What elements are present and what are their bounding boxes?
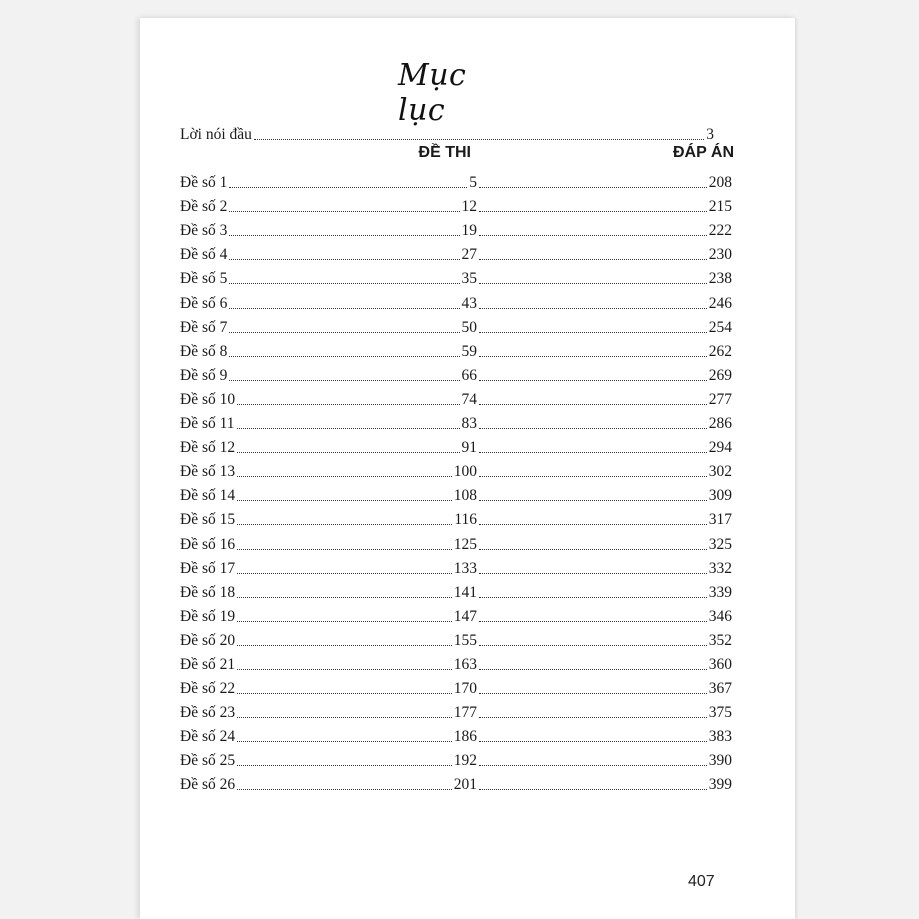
entry-label: Đề số 12 [180, 439, 236, 457]
exam-page: 170 [453, 680, 477, 698]
exam-page: 147 [453, 607, 477, 625]
dot-leader [229, 187, 467, 188]
dot-leader [479, 621, 707, 622]
entry-label: Đề số 8 [180, 342, 228, 360]
dot-leader [237, 621, 452, 622]
dot-leader [479, 211, 707, 212]
exam-page: 66 [461, 366, 477, 384]
exam-page: 83 [461, 415, 477, 433]
entry-label: Đề số 4 [180, 246, 228, 264]
answer-page: 246 [708, 294, 732, 312]
entry-label: Đề số 15 [180, 511, 236, 529]
entry-label: Đề số 9 [180, 366, 228, 384]
header-exam: ĐỀ THI [418, 144, 471, 161]
exam-page: 186 [453, 728, 477, 746]
entry-label: Đề số 25 [180, 752, 236, 770]
exam-page: 192 [453, 752, 477, 770]
entry-label: Đề số 1 [180, 174, 228, 192]
dot-leader [479, 476, 707, 477]
dot-leader [479, 428, 707, 429]
answer-page: 325 [708, 535, 732, 553]
answer-page: 360 [708, 655, 732, 673]
answer-page: 352 [708, 631, 732, 649]
dot-leader [237, 476, 452, 477]
dot-leader [479, 404, 707, 405]
dot-leader [479, 308, 707, 309]
toc-row [180, 698, 732, 722]
dot-leader [479, 235, 707, 236]
dot-leader [237, 524, 452, 525]
dot-leader [229, 259, 459, 260]
answer-page: 399 [708, 776, 732, 794]
answer-page: 383 [708, 728, 732, 746]
exam-page: 108 [453, 487, 477, 505]
entry-label: Đề số 6 [180, 294, 228, 312]
dot-leader [237, 741, 452, 742]
exam-page: 177 [453, 704, 477, 722]
dot-leader [479, 645, 707, 646]
dot-leader [237, 549, 452, 550]
entry-label: Đề số 13 [180, 463, 236, 481]
dot-leader [237, 669, 452, 670]
dot-leader [237, 597, 452, 598]
page-title: Mục lục [398, 58, 467, 128]
exam-page: 27 [461, 246, 477, 264]
dot-leader [479, 332, 707, 333]
page-number: 407 [688, 873, 715, 890]
entry-label: Đề số 24 [180, 728, 236, 746]
exam-page: 5 [469, 174, 477, 192]
exam-page: 100 [453, 463, 477, 481]
dot-leader [237, 573, 452, 574]
dot-leader [237, 428, 460, 429]
toc-row [180, 505, 732, 529]
toc-row [180, 626, 732, 650]
toc-row [180, 433, 732, 457]
dot-leader [237, 500, 452, 501]
dot-leader [229, 235, 459, 236]
dot-leader [479, 573, 707, 574]
dot-leader [479, 380, 707, 381]
answer-page: 375 [708, 704, 732, 722]
answer-page: 230 [708, 246, 732, 264]
dot-leader [479, 669, 707, 670]
exam-page: 133 [453, 559, 477, 577]
toc-row [180, 650, 732, 674]
dot-leader [229, 283, 459, 284]
dot-leader [479, 789, 707, 790]
answer-page: 332 [708, 559, 732, 577]
dot-leader [479, 524, 707, 525]
dot-leader [229, 356, 459, 357]
dot-leader [479, 259, 707, 260]
toc-row [180, 602, 732, 626]
toc-row [180, 746, 732, 770]
intro-entry [180, 122, 714, 144]
toc-row [180, 409, 732, 433]
dot-leader [479, 356, 707, 357]
answer-page: 317 [708, 511, 732, 529]
dot-leader [479, 500, 707, 501]
toc-row [180, 240, 732, 264]
exam-page: 43 [461, 294, 477, 312]
answer-page: 269 [708, 366, 732, 384]
entry-label: Đề số 2 [180, 198, 228, 216]
exam-page: 116 [454, 511, 477, 529]
exam-page: 201 [453, 776, 477, 794]
exam-page: 59 [461, 342, 477, 360]
toc-row [180, 554, 732, 578]
answer-page: 346 [708, 607, 732, 625]
toc-row [180, 192, 732, 216]
answer-page: 222 [708, 222, 732, 240]
toc-row [180, 337, 732, 361]
entry-label: Đề số 21 [180, 655, 236, 673]
dot-leader [237, 765, 452, 766]
entry-label: Đề số 5 [180, 270, 228, 288]
dot-leader [237, 693, 452, 694]
dot-leader [229, 380, 459, 381]
dot-leader [479, 597, 707, 598]
exam-page: 91 [461, 439, 477, 457]
toc-row [180, 529, 732, 553]
toc-row [180, 288, 732, 312]
entry-label: Đề số 7 [180, 318, 228, 336]
entry-label: Đề số 26 [180, 776, 236, 794]
exam-page: 50 [461, 318, 477, 336]
dot-leader [254, 139, 704, 140]
dot-leader [237, 452, 459, 453]
dot-leader [479, 452, 707, 453]
exam-page: 155 [453, 631, 477, 649]
answer-page: 302 [708, 463, 732, 481]
answer-page: 277 [708, 390, 732, 408]
exam-page: 35 [461, 270, 477, 288]
exam-page: 74 [461, 390, 477, 408]
dot-leader [237, 404, 459, 405]
header-answer: ĐÁP ÁN [672, 144, 734, 161]
answer-page: 294 [708, 439, 732, 457]
entry-label: Đề số 14 [180, 487, 236, 505]
entry-label: Đề số 23 [180, 704, 236, 722]
entry-label: Đề số 3 [180, 222, 228, 240]
dot-leader [479, 741, 707, 742]
entry-label: Đề số 20 [180, 631, 236, 649]
entry-label: Đề số 17 [180, 559, 236, 577]
answer-page: 339 [708, 583, 732, 601]
exam-page: 141 [453, 583, 477, 601]
toc-row [180, 722, 732, 746]
dot-leader [237, 645, 452, 646]
dot-leader [479, 549, 707, 550]
answer-page: 390 [708, 752, 732, 770]
toc-row [180, 264, 732, 288]
toc-row [180, 457, 732, 481]
dot-leader [229, 332, 459, 333]
answer-page: 367 [708, 680, 732, 698]
exam-page: 12 [461, 198, 477, 216]
column-headers [180, 144, 734, 170]
entry-label: Đề số 18 [180, 583, 236, 601]
intro-label: Lời nói đầu [180, 126, 252, 143]
entry-label: Đề số 10 [180, 390, 236, 408]
dot-leader [479, 765, 707, 766]
entry-label: Đề số 11 [180, 415, 235, 433]
toc-row [180, 385, 732, 409]
toc-list [180, 168, 732, 794]
dot-leader [479, 283, 707, 284]
exam-page: 163 [453, 655, 477, 673]
toc-row [180, 168, 732, 192]
exam-page: 125 [453, 535, 477, 553]
toc-row [180, 216, 732, 240]
dot-leader [479, 693, 707, 694]
entry-label: Đề số 22 [180, 680, 236, 698]
answer-page: 208 [708, 174, 732, 192]
exam-page: 19 [461, 222, 477, 240]
answer-page: 309 [708, 487, 732, 505]
answer-page: 254 [708, 318, 732, 336]
dot-leader [229, 211, 459, 212]
toc-row [180, 674, 732, 698]
answer-page: 286 [708, 415, 732, 433]
toc-row [180, 313, 732, 337]
intro-page: 3 [706, 126, 714, 143]
toc-row [180, 770, 732, 794]
dot-leader [479, 717, 707, 718]
answer-page: 215 [708, 198, 732, 216]
answer-page: 262 [708, 342, 732, 360]
answer-page: 238 [708, 270, 732, 288]
toc-row [180, 481, 732, 505]
book-page [140, 18, 795, 919]
dot-leader [229, 308, 459, 309]
entry-label: Đề số 16 [180, 535, 236, 553]
dot-leader [237, 789, 452, 790]
toc-row [180, 578, 732, 602]
dot-leader [237, 717, 452, 718]
entry-label: Đề số 19 [180, 607, 236, 625]
toc-row [180, 361, 732, 385]
dot-leader [479, 187, 707, 188]
